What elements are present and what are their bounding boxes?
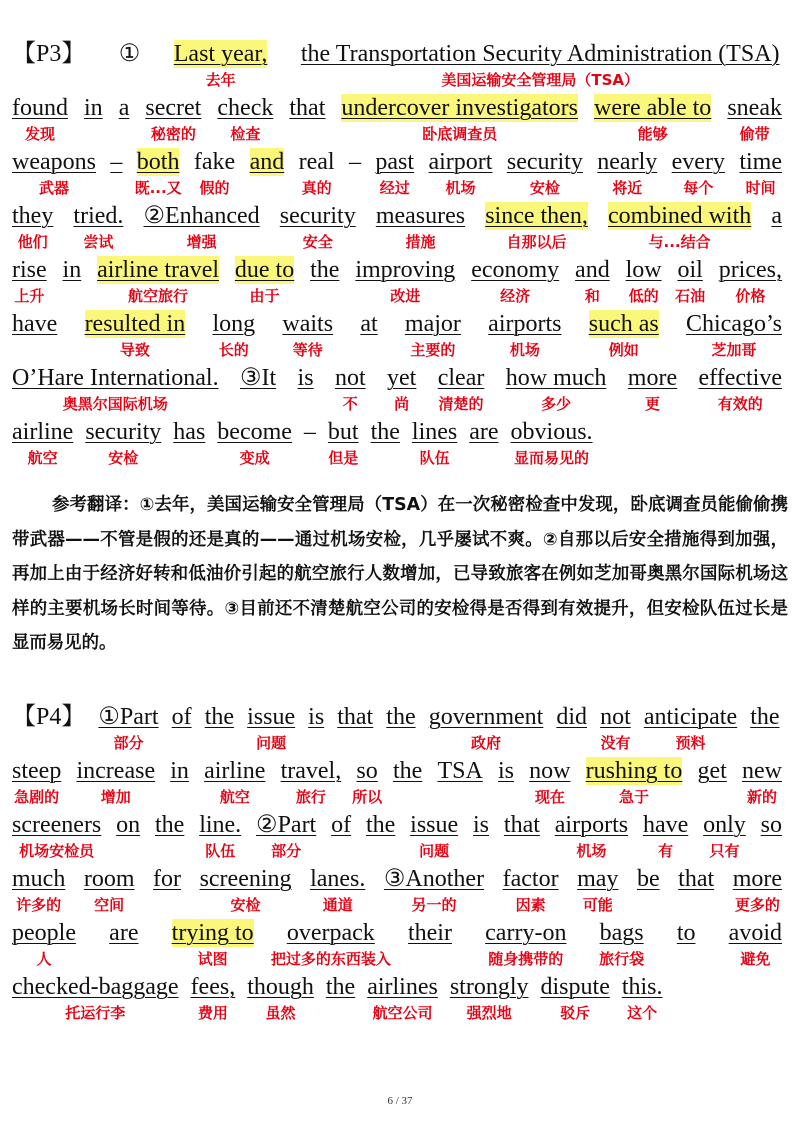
- chinese-gloss: 只有: [709, 842, 740, 860]
- word: ②Enhanced: [143, 203, 260, 229]
- word: avoid: [728, 920, 782, 946]
- word: airline: [12, 419, 74, 445]
- word: low: [625, 257, 662, 283]
- chinese-gloss: 机场: [576, 842, 607, 860]
- word: obvious.: [510, 419, 593, 445]
- word: weapons: [12, 149, 96, 175]
- chinese-gloss: 安检: [529, 179, 560, 197]
- word: past: [375, 149, 415, 175]
- word: effective: [698, 365, 782, 391]
- chinese-gloss: 能够: [637, 125, 668, 143]
- word: carry-on: [485, 920, 567, 946]
- p3-line: [12, 202, 800, 256]
- chinese-gloss: 尝试: [83, 233, 114, 251]
- word: government: [428, 704, 544, 730]
- chinese-gloss: 问题: [256, 734, 287, 752]
- word: now: [529, 758, 571, 784]
- word: has: [173, 419, 206, 445]
- chinese-gloss: 例如: [608, 341, 639, 359]
- word: in: [84, 95, 103, 121]
- p3-line: [12, 364, 800, 418]
- word: at: [360, 311, 378, 337]
- word: airlines: [367, 974, 438, 1000]
- word: how much: [505, 365, 607, 391]
- chinese-gloss: 美国运输安全管理局（TSA）: [441, 71, 640, 89]
- chinese-gloss: 把过多的东西装入: [270, 950, 391, 968]
- chinese-gloss: 导致: [119, 341, 150, 359]
- word: secret: [145, 95, 202, 121]
- chinese-gloss: 所以: [352, 788, 383, 806]
- highlighted-phrase: rushing to: [585, 758, 683, 784]
- chinese-gloss: 急于: [618, 788, 649, 806]
- chinese-gloss: 检查: [230, 125, 261, 143]
- word: steep: [12, 758, 62, 784]
- word: have: [642, 812, 689, 838]
- chinese-gloss: 武器: [38, 179, 69, 197]
- word: of: [171, 704, 192, 730]
- word: checked-baggage: [12, 974, 179, 1000]
- chinese-gloss: 人: [36, 950, 52, 968]
- word: room: [83, 866, 135, 892]
- word: may: [577, 866, 619, 892]
- chinese-gloss: 机场安检员: [19, 842, 95, 860]
- chinese-gloss: 航空旅行: [128, 287, 189, 305]
- word: that: [337, 704, 374, 730]
- p4-line: [12, 757, 800, 811]
- word: that: [289, 95, 326, 121]
- chinese-gloss: 问题: [419, 842, 450, 860]
- word: increase: [76, 758, 156, 784]
- chinese-gloss: 更多的: [734, 896, 780, 914]
- word: a: [118, 95, 130, 121]
- word: oil: [677, 257, 703, 283]
- word: for: [153, 866, 182, 892]
- word: though: [247, 974, 314, 1000]
- chinese-gloss: 与...结合: [648, 233, 711, 251]
- word: have: [12, 311, 58, 337]
- chinese-gloss: 有: [658, 842, 674, 860]
- word: economy: [471, 257, 560, 283]
- word: are: [469, 419, 499, 445]
- word: tried.: [73, 203, 124, 229]
- word: Chicago’s: [686, 311, 782, 337]
- word: new: [742, 758, 782, 784]
- chinese-gloss: 增加: [100, 788, 131, 806]
- word: overpack: [286, 920, 375, 946]
- word: travel,: [280, 758, 342, 784]
- chinese-gloss: 预料: [675, 734, 706, 752]
- word: the: [365, 812, 396, 838]
- word: airport: [428, 149, 493, 175]
- chinese-glosses: [12, 70, 800, 92]
- highlighted-phrase: such as: [588, 311, 659, 337]
- chinese-gloss: 避免: [740, 950, 771, 968]
- chinese-gloss: 假的: [199, 179, 230, 197]
- word: the: [155, 812, 185, 838]
- word: strongly: [449, 974, 529, 1000]
- chinese-gloss: 现在: [534, 788, 565, 806]
- chinese-gloss: 主要的: [410, 341, 456, 359]
- word: time: [739, 149, 782, 175]
- word: lanes.: [310, 866, 366, 892]
- word: the: [204, 704, 235, 730]
- word: the: [310, 257, 340, 283]
- highlighted-phrase: were able to: [594, 95, 712, 121]
- word: more: [627, 365, 678, 391]
- chinese-gloss: 急剧的: [14, 788, 60, 806]
- chinese-gloss: 新的: [747, 788, 778, 806]
- word: but: [327, 419, 359, 445]
- word: –: [110, 149, 123, 175]
- chinese-gloss: 旅行: [295, 788, 326, 806]
- word: not: [600, 704, 631, 730]
- word: ③It: [239, 365, 277, 391]
- word: 【P4】: [12, 704, 86, 730]
- highlighted-phrase: since then,: [485, 203, 588, 229]
- page-number: 6 / 37: [387, 1095, 413, 1107]
- word: security: [85, 419, 162, 445]
- chinese-gloss: 许多的: [16, 896, 62, 914]
- word: they: [12, 203, 54, 229]
- p3-line: [12, 148, 800, 202]
- word: much: [12, 866, 66, 892]
- chinese-gloss: 偷带: [739, 125, 770, 143]
- chinese-gloss: 托运行李: [65, 1004, 126, 1022]
- highlighted-phrase: and: [249, 149, 285, 175]
- chinese-gloss: 将近: [612, 179, 643, 197]
- word: are: [109, 920, 139, 946]
- word: line.: [199, 812, 242, 838]
- word: security: [506, 149, 583, 175]
- p3-line: [12, 40, 800, 94]
- highlighted-phrase: airline travel: [97, 257, 220, 283]
- word: fake: [193, 149, 236, 175]
- word: not: [334, 365, 366, 391]
- chinese-gloss: 因素: [515, 896, 546, 914]
- word: ①Part: [98, 704, 159, 730]
- chinese-gloss: 真的: [301, 179, 332, 197]
- word: found: [12, 95, 68, 121]
- word: measures: [375, 203, 466, 229]
- word: airline: [204, 758, 266, 784]
- chinese-gloss: 显而易见的: [514, 449, 590, 467]
- word: waits: [282, 311, 334, 337]
- highlighted-phrase: both: [136, 149, 180, 175]
- chinese-gloss: 上升: [14, 287, 45, 305]
- word: ②Part: [256, 812, 317, 838]
- word: is: [497, 758, 514, 784]
- chinese-gloss: 随身携带的: [488, 950, 564, 968]
- p3-line: [12, 418, 800, 472]
- word: long: [212, 311, 256, 337]
- word: is: [297, 365, 314, 391]
- chinese-gloss: 费用: [197, 1004, 228, 1022]
- word: factor: [502, 866, 559, 892]
- word: the: [392, 758, 423, 784]
- chinese-glosses: [12, 232, 800, 254]
- chinese-gloss: 卧底调查员: [422, 125, 498, 143]
- chinese-gloss: 奥黑尔国际机场: [62, 395, 168, 413]
- word: more: [732, 866, 782, 892]
- word: screening: [199, 866, 292, 892]
- word: TSA: [437, 758, 483, 784]
- word: ①: [118, 41, 141, 67]
- chinese-gloss: 空间: [94, 896, 125, 914]
- chinese-gloss: 安检: [108, 449, 139, 467]
- word: improving: [355, 257, 456, 283]
- p4-line: [12, 811, 800, 865]
- chinese-gloss: 时间: [745, 179, 776, 197]
- chinese-glosses: [12, 394, 800, 416]
- word: every: [671, 149, 725, 175]
- word: so: [760, 812, 782, 838]
- word: check: [217, 95, 274, 121]
- word: rise: [12, 257, 47, 283]
- chinese-gloss: 队伍: [419, 449, 450, 467]
- word: did: [556, 704, 588, 730]
- chinese-gloss: 由于: [249, 287, 280, 305]
- chinese-gloss: 措施: [405, 233, 436, 251]
- word: that: [503, 812, 540, 838]
- word: the Transportation Security Administration (TSA): [300, 41, 780, 67]
- chinese-gloss: 石油: [675, 287, 706, 305]
- chinese-gloss: 队伍: [205, 842, 236, 860]
- chinese-glosses: [12, 340, 800, 362]
- word: on: [116, 812, 141, 838]
- chinese-gloss: 强烈地: [466, 1004, 512, 1022]
- word: of: [331, 812, 352, 838]
- word: dispute: [540, 974, 610, 1000]
- chinese-glosses: [12, 949, 800, 971]
- chinese-glosses: [12, 448, 800, 470]
- word: anticipate: [643, 704, 738, 730]
- chinese-gloss: 通道: [322, 896, 353, 914]
- word: nearly: [597, 149, 658, 175]
- word: –: [303, 419, 316, 445]
- word: that: [678, 866, 715, 892]
- chinese-gloss: 改进: [390, 287, 421, 305]
- chinese-gloss: 可能: [582, 896, 613, 914]
- word: screeners: [12, 812, 102, 838]
- chinese-gloss: 机场: [445, 179, 476, 197]
- p4-line: [12, 703, 800, 757]
- chinese-gloss: 发现: [24, 125, 55, 143]
- reference-translation-p3: 参考翻译：①去年，美国运输安全管理局（TSA）在一次秘密检查中发现，卧底调查员能偷偷携带武器——不管是假的还是真的——通过机场安检，几乎屡试不爽。②自那以后安全措施得到加强，再加上由于经济好转和低油价引起的航空旅行人数增加，已导致旅客在例如芝加哥奥黑尔国际机场这样的主要机场长时间等待。③目前还不清楚航空公司的安检得是否得到有效提升，但安检队伍过长是显而易见的。: [12, 495, 788, 653]
- chinese-glosses: [12, 124, 800, 146]
- chinese-gloss: 和: [584, 287, 600, 305]
- chinese-gloss: 价格: [735, 287, 766, 305]
- word: 【P3】: [12, 41, 86, 67]
- chinese-gloss: 机场: [509, 341, 540, 359]
- word: the: [750, 704, 780, 730]
- chinese-gloss: 安全: [302, 233, 333, 251]
- word: fees,: [190, 974, 236, 1000]
- chinese-gloss: 经济: [500, 287, 531, 305]
- chinese-gloss: 航空公司: [372, 1004, 433, 1022]
- p3-line: [12, 310, 800, 364]
- word: sneak: [727, 95, 782, 121]
- highlighted-phrase: combined with: [607, 203, 752, 229]
- chinese-gloss: 秘密的: [150, 125, 196, 143]
- p4-line: [12, 919, 800, 973]
- word: the: [386, 704, 416, 730]
- chinese-gloss: 旅行袋: [599, 950, 645, 968]
- word: yet: [387, 365, 417, 391]
- word: ③Another: [383, 866, 485, 892]
- chinese-glosses: [12, 178, 800, 200]
- chinese-glosses: [12, 895, 800, 917]
- chinese-gloss: 但是: [328, 449, 359, 467]
- word: is: [473, 812, 490, 838]
- chinese-gloss: 尚: [394, 395, 410, 413]
- chinese-gloss: 长的: [218, 341, 249, 359]
- chinese-gloss: 航空: [219, 788, 250, 806]
- word: their: [407, 920, 452, 946]
- word: only: [703, 812, 746, 838]
- chinese-gloss: 没有: [600, 734, 631, 752]
- word: so: [356, 758, 378, 784]
- word: the: [370, 419, 400, 445]
- word: a: [771, 203, 782, 229]
- word: become: [217, 419, 292, 445]
- word: O’Hare International.: [12, 365, 219, 391]
- chinese-gloss: 低的: [628, 287, 659, 305]
- chinese-gloss: 等待: [292, 341, 323, 359]
- highlighted-phrase: trying to: [171, 920, 254, 946]
- chinese-gloss: 这个: [627, 1004, 658, 1022]
- word: this.: [621, 974, 663, 1000]
- chinese-gloss: 去年: [205, 71, 236, 89]
- chinese-gloss: 经过: [379, 179, 410, 197]
- chinese-gloss: 航空: [27, 449, 58, 467]
- word: in: [62, 257, 82, 283]
- highlighted-phrase: Last year,: [173, 41, 268, 67]
- chinese-gloss: 清楚的: [438, 395, 484, 413]
- p4-line: [12, 865, 800, 919]
- chinese-gloss: 芝加哥: [711, 341, 757, 359]
- chinese-gloss: 安检: [230, 896, 261, 914]
- word: the: [325, 974, 356, 1000]
- chinese-gloss: 有效的: [717, 395, 763, 413]
- highlighted-phrase: due to: [234, 257, 295, 283]
- chinese-gloss: 更: [644, 395, 660, 413]
- word: prices,: [718, 257, 782, 283]
- p3-line: [12, 256, 800, 310]
- word: and: [575, 257, 610, 283]
- word: security: [279, 203, 356, 229]
- word: get: [697, 758, 727, 784]
- chinese-gloss: 不: [342, 395, 358, 413]
- chinese-gloss: 部分: [113, 734, 144, 752]
- chinese-glosses: [12, 787, 800, 809]
- word: lines: [411, 419, 458, 445]
- word: bags: [599, 920, 644, 946]
- chinese-gloss: 增强: [186, 233, 217, 251]
- word: –: [349, 149, 361, 175]
- word: airports: [554, 812, 629, 838]
- chinese-glosses: [12, 286, 800, 308]
- highlighted-phrase: resulted in: [84, 311, 186, 337]
- word: airports: [488, 311, 562, 337]
- word: issue: [247, 704, 296, 730]
- chinese-glosses: [12, 841, 800, 863]
- chinese-gloss: 试图: [197, 950, 228, 968]
- word: clear: [437, 365, 485, 391]
- highlighted-phrase: undercover investigators: [341, 95, 578, 121]
- chinese-glosses: [12, 1003, 800, 1025]
- chinese-gloss: 部分: [271, 842, 302, 860]
- word: major: [404, 311, 461, 337]
- chinese-gloss: 另一的: [411, 896, 457, 914]
- word: issue: [410, 812, 459, 838]
- chinese-gloss: 既...又: [134, 179, 182, 197]
- chinese-gloss: 自那以后: [506, 233, 567, 251]
- chinese-gloss: 政府: [471, 734, 502, 752]
- word: is: [308, 704, 325, 730]
- word: be: [636, 866, 660, 892]
- word: real: [298, 149, 335, 175]
- word: people: [12, 920, 76, 946]
- chinese-gloss: 每个: [683, 179, 714, 197]
- p3-line: [12, 94, 800, 148]
- chinese-gloss: 变成: [239, 449, 270, 467]
- word: in: [170, 758, 189, 784]
- chinese-glosses: [12, 733, 800, 755]
- chinese-gloss: 多少: [541, 395, 572, 413]
- word: to: [676, 920, 696, 946]
- chinese-gloss: 虽然: [265, 1004, 296, 1022]
- chinese-gloss: 驳斥: [560, 1004, 591, 1022]
- chinese-gloss: 他们: [17, 233, 48, 251]
- p4-line: [12, 973, 800, 1027]
